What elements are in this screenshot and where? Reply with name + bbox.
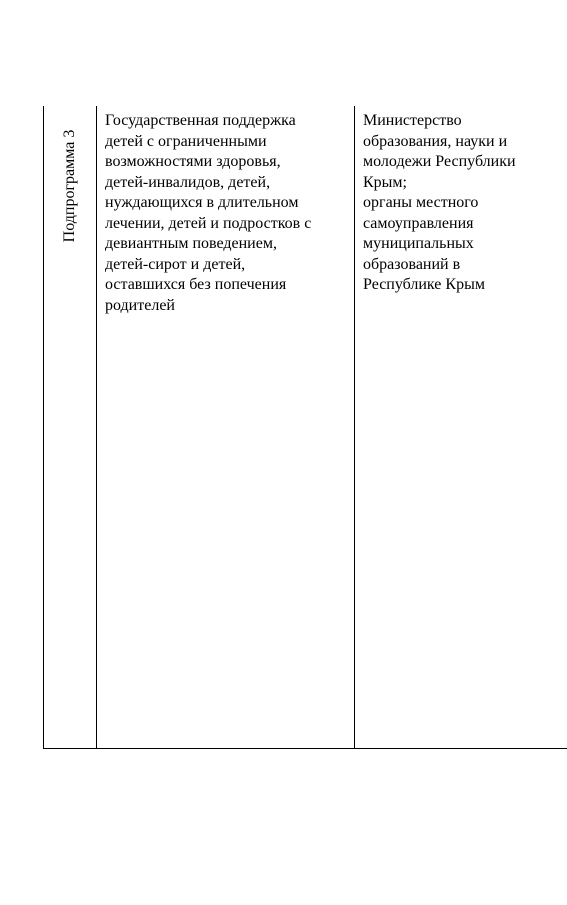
column-divider-2 <box>354 106 355 749</box>
subprogram-label: Подпрограмма 3 <box>61 129 78 243</box>
table-border-bottom <box>43 748 567 749</box>
responsible-executors: Министерство образования, науки и молодежи Республики Крым; органы местного самоуправления муниципальных образований в Республике Крым <box>363 112 516 293</box>
table-border-left <box>43 106 44 749</box>
column-divider-1 <box>96 106 97 749</box>
subprogram-description: Государственная поддержка детей с ограниченными возможностями здоровья, детей-инвалидов, детей, нуждающихся в длительном лечении, детей и подростков с девиантным поведением, детей-сирот и детей, оставшихся без попечения родителей <box>105 112 312 314</box>
